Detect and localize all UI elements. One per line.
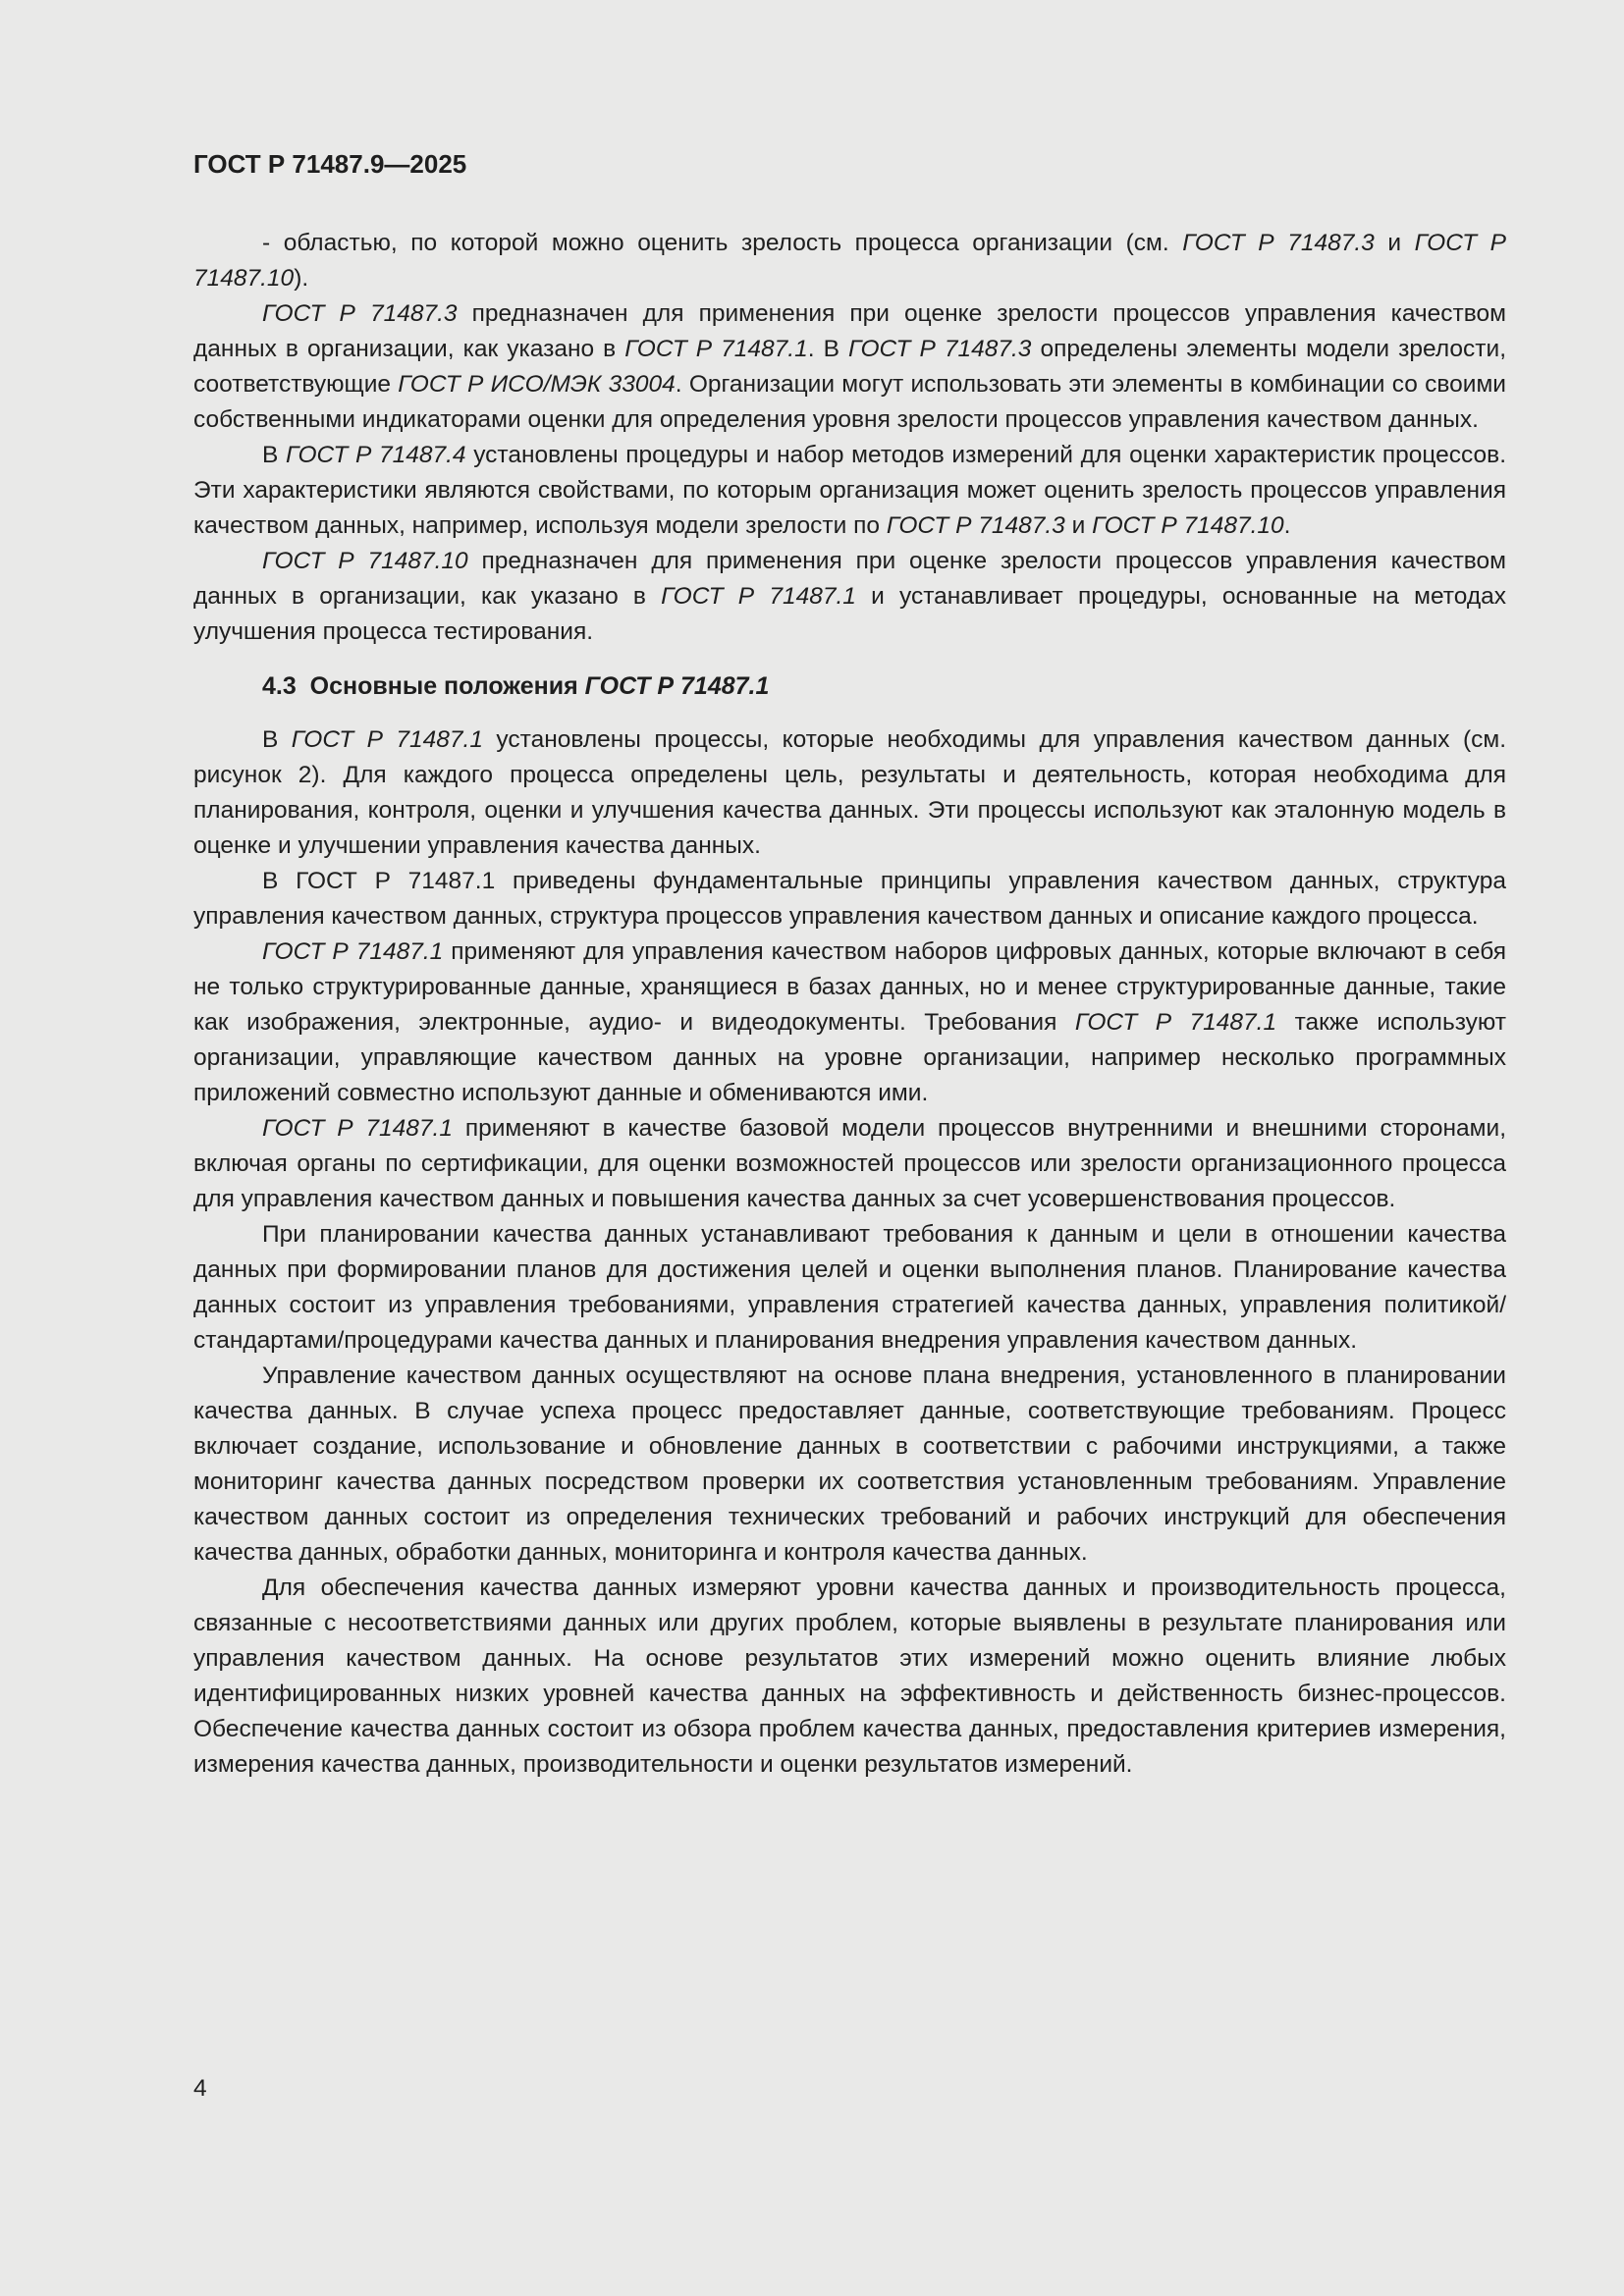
paragraph-text: определены элементы модели зрелости, соответствующие — [193, 336, 1506, 398]
paragraph-text: установлены процессы, которые необходимы для управления качеством данных (см. рисунок 2). Для каждого процесса определены цель, результаты и деятельность, которая необходима для планирования, контроля, оценки и улучшения качества данных. Эти процессы используют как эталонную модель в оценке и улучшении управления качества данных. — [193, 726, 1507, 859]
section-heading — [193, 668, 1506, 704]
paragraph — [193, 1359, 1506, 1571]
paragraph — [193, 296, 1506, 438]
paragraph-text: При планировании качества данных устанавливают требования к данным и цели в отношении качества данных при формировании планов для достижения целей и оценки выполнения планов. Планирование качества данных состоит из управления требованиями, управления стратегией качества данных, управления политикой/стандартами/процедурами качества данных и планирования внедрения управления качеством данных. — [193, 1221, 1506, 1354]
paragraphs-before-section — [193, 226, 1506, 650]
paragraph-text: применяют в качестве базовой модели процессов внутренними и внешними сторонами, включая органы по сертификации, для оценки возможностей процессов или зрелости организационного процесса для управления качеством данных и повышения качества данных за счет усовершенствования процессов. — [193, 1115, 1507, 1212]
standard-reference: ГОСТ Р 71487.10 — [193, 230, 1506, 292]
paragraph-text: установлены процедуры и набор методов измерений для оценки характеристик процессов. Эти характеристики являются свойствами, по которым организация может оценить зрелость процессов управления качеством данных, например, используя модели зрелости по — [193, 442, 1506, 539]
paragraph — [193, 226, 1506, 296]
standard-reference: ГОСТ Р 71487.3 — [847, 336, 1032, 362]
paragraph — [193, 1571, 1506, 1783]
page-number: 4 — [193, 2075, 207, 2102]
paragraph-text: также используют организации, управляющие качеством данных на уровне организации, например несколько программных приложений совместно используют данные и обмениваются ими. — [193, 1009, 1506, 1106]
paragraph-text: - областью, по которой можно оценить зрелость процесса организации (см. — [262, 230, 1183, 256]
document-page — [193, 147, 1506, 1783]
paragraph-text: . — [1283, 512, 1291, 539]
standard-reference: ГОСТ Р 71487.1 — [291, 726, 483, 753]
standard-reference: ГОСТ Р 71487.3 — [886, 512, 1065, 539]
paragraph — [193, 722, 1506, 864]
standard-reference: ГОСТ Р 71487.10 — [262, 548, 468, 574]
standard-reference: ГОСТ Р 71487.1 — [1074, 1009, 1277, 1036]
paragraph-text: В ГОСТ Р 71487.1 приведены фундаментальные принципы управления качеством данных, структура управления качеством данных, структура процессов управления качеством данных и описание каждого процесса. — [193, 868, 1506, 930]
document-header: ГОСТ Р 71487.9—2025 — [193, 149, 467, 179]
paragraph-text: . В — [807, 336, 848, 362]
paragraph-text: Для обеспечения качества данных измеряют уровни качества данных и производительность процесса, связанные с несоответствиями данных или других проблем, которые выявлены в результате планирования или управления качеством данных. На основе результатов этих измерений можно оценить влияние любых идентифицированных низких уровней качества данных на эффективность и действенность бизнес-процессов. Обеспечение качества данных состоит из обзора проблем качества данных, предоставления критериев измерения, измерения качества данных, производительности и оценки результатов измерений. — [193, 1575, 1506, 1778]
document-body — [193, 226, 1506, 1783]
paragraphs-after-section — [193, 722, 1506, 1783]
section-number: 4.3 — [262, 672, 297, 700]
paragraph-text: предназначен для применения при оценке зрелости процессов управления качеством данных в организации, как указано в — [193, 300, 1506, 362]
paragraph-text: и устанавливает процедуры, основанные на методах улучшения процесса тестирования. — [193, 583, 1506, 645]
paragraph-text: Управление качеством данных осуществляют на основе плана внедрения, установленного в планировании качества данных. В случае успеха процесс предоставляет данные, соответствующие требованиям. Процесс включает создание, использование и обновление данных в соответствии с рабочими инструкциями, а также мониторинг качества данных посредством проверки их соответствия установленным требованиям. Управление качеством данных состоит из определения технических требований и рабочих инструкций для обеспечения качества данных, обработки данных, мониторинга и контроля качества данных. — [193, 1362, 1506, 1566]
paragraph — [193, 864, 1506, 934]
paragraph-text: применяют для управления качеством наборов цифровых данных, которые включают в себя не только структурированные данные, хранящиеся в базах данных, но и менее структурированные данные, такие как изображения, электронные, аудио- и видеодокументы. Требования — [193, 938, 1507, 1036]
section-title: Основные положения — [309, 672, 585, 700]
paragraph-text: предназначен для применения при оценке зрелости процессов управления качеством данных в организации, как указано в — [193, 548, 1506, 610]
standard-reference: ГОСТ Р 71487.1 — [624, 336, 808, 362]
standard-reference: ГОСТ Р 71487.1 — [262, 938, 444, 965]
paragraph-text: ). — [294, 265, 309, 292]
paragraph-text: . Организации могут использовать эти элементы в комбинации со своими собственными индикаторами оценки для определения уровня зрелости процессов управления качеством данных. — [193, 371, 1506, 433]
paragraph — [193, 438, 1506, 544]
paragraph-text: и — [1374, 230, 1415, 256]
standard-reference: ГОСТ Р 71487.3 — [1182, 230, 1375, 256]
standard-reference: ГОСТ Р ИСО/МЭК 33004 — [398, 371, 676, 398]
paragraph — [193, 934, 1506, 1111]
standard-reference: ГОСТ Р 71487.10 — [1092, 512, 1284, 539]
standard-reference: ГОСТ Р 71487.3 — [262, 300, 458, 327]
paragraph-text: В — [262, 726, 292, 753]
paragraph-text: В — [262, 442, 286, 468]
standard-reference: ГОСТ Р 71487.1 — [262, 1115, 453, 1142]
section-title-reference: ГОСТ Р 71487.1 — [584, 672, 770, 700]
paragraph — [193, 1217, 1506, 1359]
paragraph-text: и — [1064, 512, 1093, 539]
standard-reference: ГОСТ Р 71487.4 — [285, 442, 466, 468]
paragraph — [193, 1111, 1506, 1217]
standard-reference: ГОСТ Р 71487.1 — [661, 583, 856, 610]
paragraph — [193, 544, 1506, 650]
